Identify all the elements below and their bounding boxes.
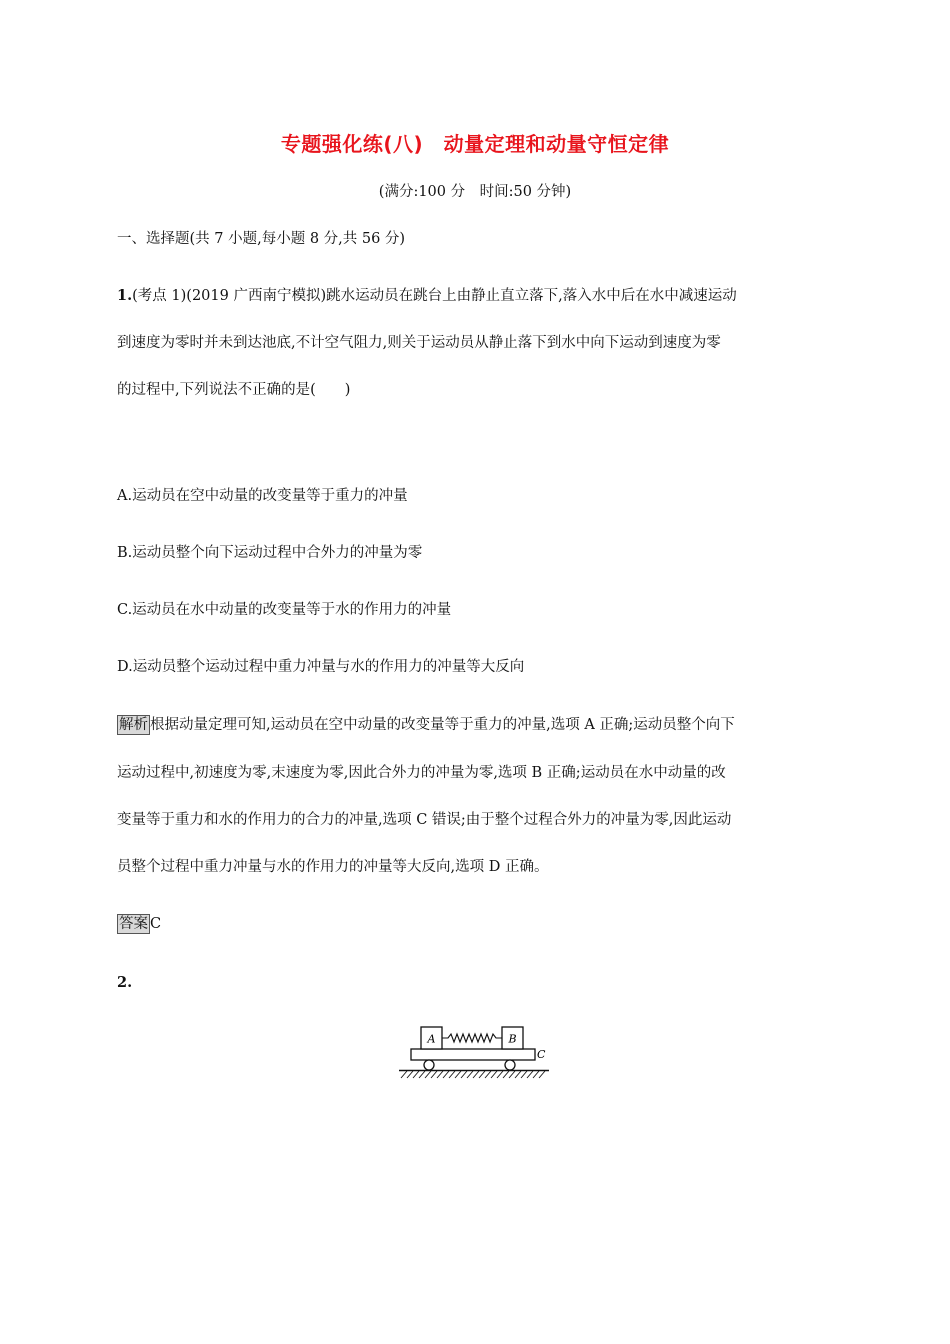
ground-hatching: [401, 1071, 545, 1078]
cart-spring-diagram: [397, 1022, 557, 1080]
question-1-line-2: 到速度为零时并未到达池底,不计空气阻力,则关于运动员从静止落下到水中向下运动到速度为零: [117, 335, 721, 351]
cart-c-label: C: [537, 1048, 546, 1061]
option-d: D.运动员整个运动过程中重力冲量与水的作用力的冲量等大反向: [117, 659, 525, 675]
cart-board: [411, 1049, 535, 1060]
cart-wheel-right: [505, 1060, 515, 1070]
page-title: 专题强化练(八) 动量定理和动量守恒定律: [280, 132, 670, 156]
score-time-info: (满分:100 分 时间:50 分钟): [378, 184, 572, 200]
question-1-text: (考点 1)(2019 广西南宁模拟)跳水运动员在跳台上由静止直立落下,落入水中后在水中减速运动: [132, 288, 737, 304]
section-heading: 一、选择题(共 7 小题,每小题 8 分,共 56 分): [117, 231, 406, 247]
block-b-label: B: [508, 1032, 517, 1046]
analysis-line-2: 运动过程中,初速度为零,末速度为零,因此合外力的冲量为零,选项 B 正确;运动员在水中动量的改: [117, 765, 726, 781]
analysis-tag: 解析: [119, 717, 148, 733]
option-a: A.运动员在空中动量的改变量等于重力的冲量: [117, 488, 408, 504]
analysis-line-1: [117, 715, 837, 735]
question-1-line-3: 的过程中,下列说法不正确的是( ): [117, 382, 351, 398]
answer-tag: 答案: [119, 916, 148, 932]
analysis-line-4: 员整个过程中重力冲量与水的作用力的冲量等大反向,选项 D 正确。: [117, 859, 549, 875]
block-a-label: A: [427, 1032, 436, 1046]
answer-line: [117, 914, 837, 934]
answer-value: C: [150, 916, 162, 932]
question-2-number: 2.: [117, 974, 133, 991]
option-c: C.运动员在水中动量的改变量等于水的作用力的冲量: [117, 602, 452, 618]
analysis-line-3: 变量等于重力和水的作用力的合力的冲量,选项 C 错误;由于整个过程合外力的冲量为零,因此运动: [117, 812, 732, 828]
question-1-number: 1.: [117, 287, 133, 304]
question-1-line-1: [117, 286, 837, 306]
analysis-text-1: 根据动量定理可知,运动员在空中动量的改变量等于重力的冲量,选项 A 正确;运动员整个向下: [150, 717, 735, 733]
cart-wheel-left: [424, 1060, 434, 1070]
option-b: B.运动员整个向下运动过程中合外力的冲量为零: [117, 545, 423, 561]
spring: [442, 1034, 502, 1042]
